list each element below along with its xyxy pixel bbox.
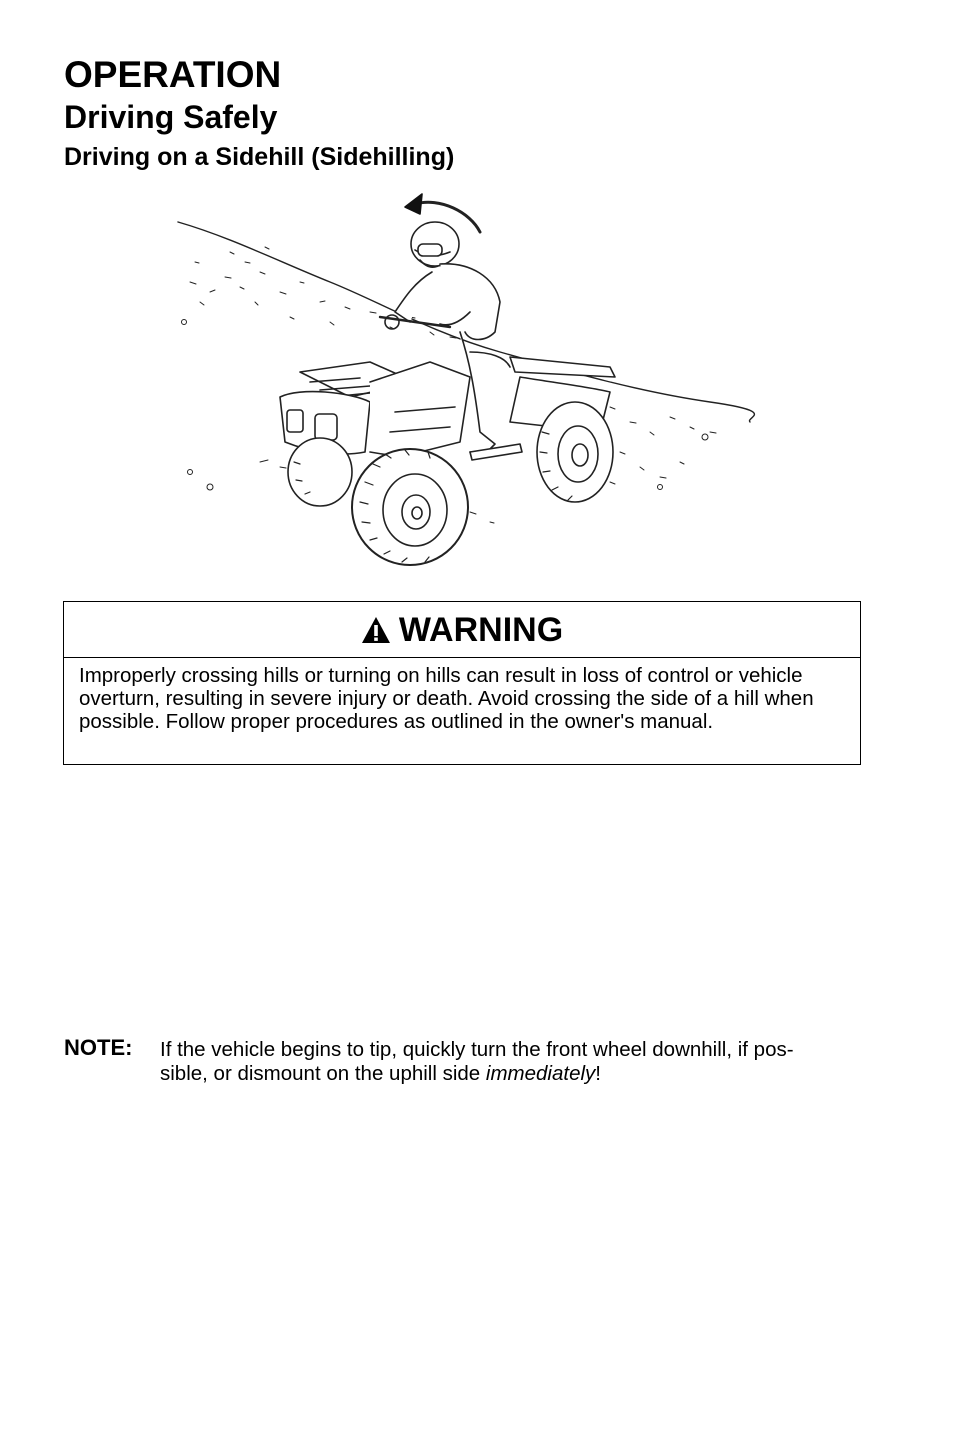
warning-body-text: Improperly crossing hills or turning on hills can result in loss of control or vehicle overturn, resulting in severe injury or death. Avoid crossing the side of a hill when possible. Follow proper procedures as outlined in the owner's manual. bbox=[79, 664, 814, 733]
note-line-2-prefix: sible, or dismount on the uphill side bbox=[160, 1062, 486, 1085]
warning-triangle-icon bbox=[361, 616, 391, 644]
note-emphasis: immediately bbox=[485, 1062, 596, 1085]
note-block bbox=[64, 1035, 864, 1086]
page-subsection-title: Driving Safely bbox=[64, 99, 278, 135]
page-section-title: OPERATION bbox=[64, 54, 282, 95]
warning-box bbox=[63, 601, 861, 765]
warning-header bbox=[64, 602, 860, 658]
note-label: NOTE: bbox=[64, 1035, 133, 1060]
page-topic-title: Driving on a Sidehill (Sidehilling) bbox=[64, 143, 455, 171]
atv-sidehill-illustration bbox=[170, 182, 760, 572]
note-line-2 bbox=[160, 1062, 864, 1086]
note-line-2-suffix: ! bbox=[595, 1062, 601, 1085]
note-line-1: If the vehicle begins to tip, quickly turn the front wheel downhill, if pos- bbox=[160, 1038, 794, 1061]
warning-title: WARNING bbox=[398, 610, 564, 649]
note-text bbox=[160, 1038, 864, 1086]
